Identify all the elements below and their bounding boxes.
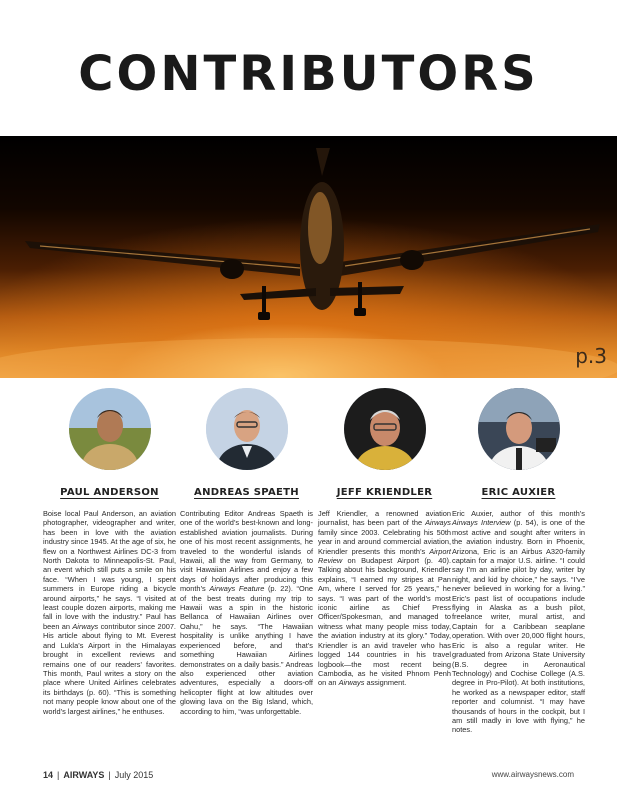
bio-text: Boise local Paul Anderson, an aviation photographer, videographer and writer, has been in love with the aviation industry since 1945. At the age of six, he flew on a Northwest Airlines DC-3 from North Dakota to Minneapolis-St. Paul, an event which still puts a smile on his face. “When I was young, I spent summers in Europe riding a bicycle around airports,” he says. “I visited at least couple dozen airports, making me fall in love with the industry.” Paul has been an (43, 509, 176, 631)
airplane-illustration (0, 136, 617, 378)
bio-text: on Budapest Airport (p. 40). Talking about his background, Kriendler explains, “I earned my stripes at Pan Am, where I served for 25 years,” he says. “I was part of the world’s most iconic airline as Chief Press Officer/Spokesman, and managed to witness what many people miss today, the aviation industry at its glory.” Today, Kriendler is an avid traveler who has logged 144 countries in his travel logbook—the most recent being Cambodia, as he visited Phnom Penh on an (318, 556, 451, 688)
contributor-column (180, 388, 313, 716)
avatar (478, 388, 560, 470)
bio-text: contributor since 2007. His article about flying to Mt. Everest and Lukla’s Airport in the Himalayas brought in excellent reviews and remains one of our readers’ favorites. This month, Paul writes a story on the place where United Airlines celebrates its birthdays (p. 60). “This is something not many people know about one of the world’s largest airlines,” he enthuses. (43, 621, 176, 716)
contributor-column (452, 388, 585, 735)
footer-separator: | (57, 770, 60, 780)
page-title: CONTRIBUTORS (78, 46, 539, 102)
avatar (206, 388, 288, 470)
page-number: 14 (43, 770, 54, 780)
contributor-name: ERIC AUXIER (481, 487, 556, 498)
bio-text: Jeff Kriendler, a renowned aviation journalist, has been part of the (318, 509, 451, 528)
bio-text: Contributing Editor Andreas Spaeth is one of the world’s best-known and long-established aviation journalists. During one of his most recent assignments, he traveled to the wonderful islands of Hawaii, all the way from Germany, to visit Hawaiian Airlines and enjoy a few days of holidays after producing this month’s (180, 509, 313, 594)
footer-separator: | (108, 770, 111, 780)
bio-text: (p. 54), is one of the most active and sought after writers in the aviation industry. Born in Phoenix, Arizona, Eric is an Airbus A320-family captain for a major U.S. airline. “I could say I’m an airline pilot by day, writer by night, and kid by choice,” he says. “I’ve never believed in working for a living.” Eric’s past list of occupations include flying in Alaska as a bush pilot, freelance writer, mural artist, and Captain for a Caribbean seaplane operation. With over 20,000 flight hours, Eric is also a regular writer. He graduated from Arizona State University (B.S. degree in Aeronautical Technology) and Cochise College (A.S. degree in Pro-Pilot). At both institutions, he worked as a newspaper editor, staff reporter and columnist. “I may have thousands of hours in the cockpit, but I am still madly in love with flying,” he notes. (452, 518, 585, 735)
contributor-bio (180, 509, 313, 716)
avatar (344, 388, 426, 470)
contributor-name: PAUL ANDERSON (60, 487, 159, 498)
contributor-bio (452, 509, 585, 735)
section-name: Airways Interview (452, 518, 511, 528)
contributor-bio (318, 509, 451, 688)
magazine-name: AIRWAYS (63, 770, 105, 780)
avatar (69, 388, 151, 470)
page-reference-label: p.3 (575, 344, 607, 368)
publication-name: Airways (338, 678, 365, 688)
hero-image (0, 136, 617, 378)
bio-text: (p. 22). “One of the best treats during my trip to Hawaii was a spin in the historic Bellanca of Hawaiian Airlines over Oahu,” he says. “The Hawaiian hospitality is unlike anything I have experienced before, and that’s something Hawaiian Airlines demonstrates on a daily basis.” Andreas also experienced other aviation adventures, especially a doors-off helicopter flight at low altitudes over glowing lava on the Big Island, which, according to him, “was unforgettable. (180, 584, 313, 716)
publication-name: Airways (72, 621, 99, 631)
footer-issue-info (43, 770, 153, 780)
section-name: Airways Feature (209, 584, 265, 594)
contributor-column (43, 388, 176, 716)
contributor-bio (43, 509, 176, 716)
contributor-name: JEFF KRIENDLER (336, 487, 433, 498)
contributor-column (318, 388, 451, 688)
section-name: Airport Review (318, 546, 451, 566)
bio-text: family since 2003. Celebrating his 50th year in and around commercial aviation, Kriendler presents this month’s (318, 527, 451, 556)
contributor-name: ANDREAS SPAETH (194, 487, 299, 498)
issue-date: July 2015 (114, 770, 154, 780)
publication-name: Airways (425, 518, 451, 528)
website-link[interactable]: www.airwaysnews.com (491, 770, 574, 779)
bio-text: assignment. (364, 678, 407, 688)
bio-text: Eric Auxier, author of this month’s (452, 509, 585, 518)
